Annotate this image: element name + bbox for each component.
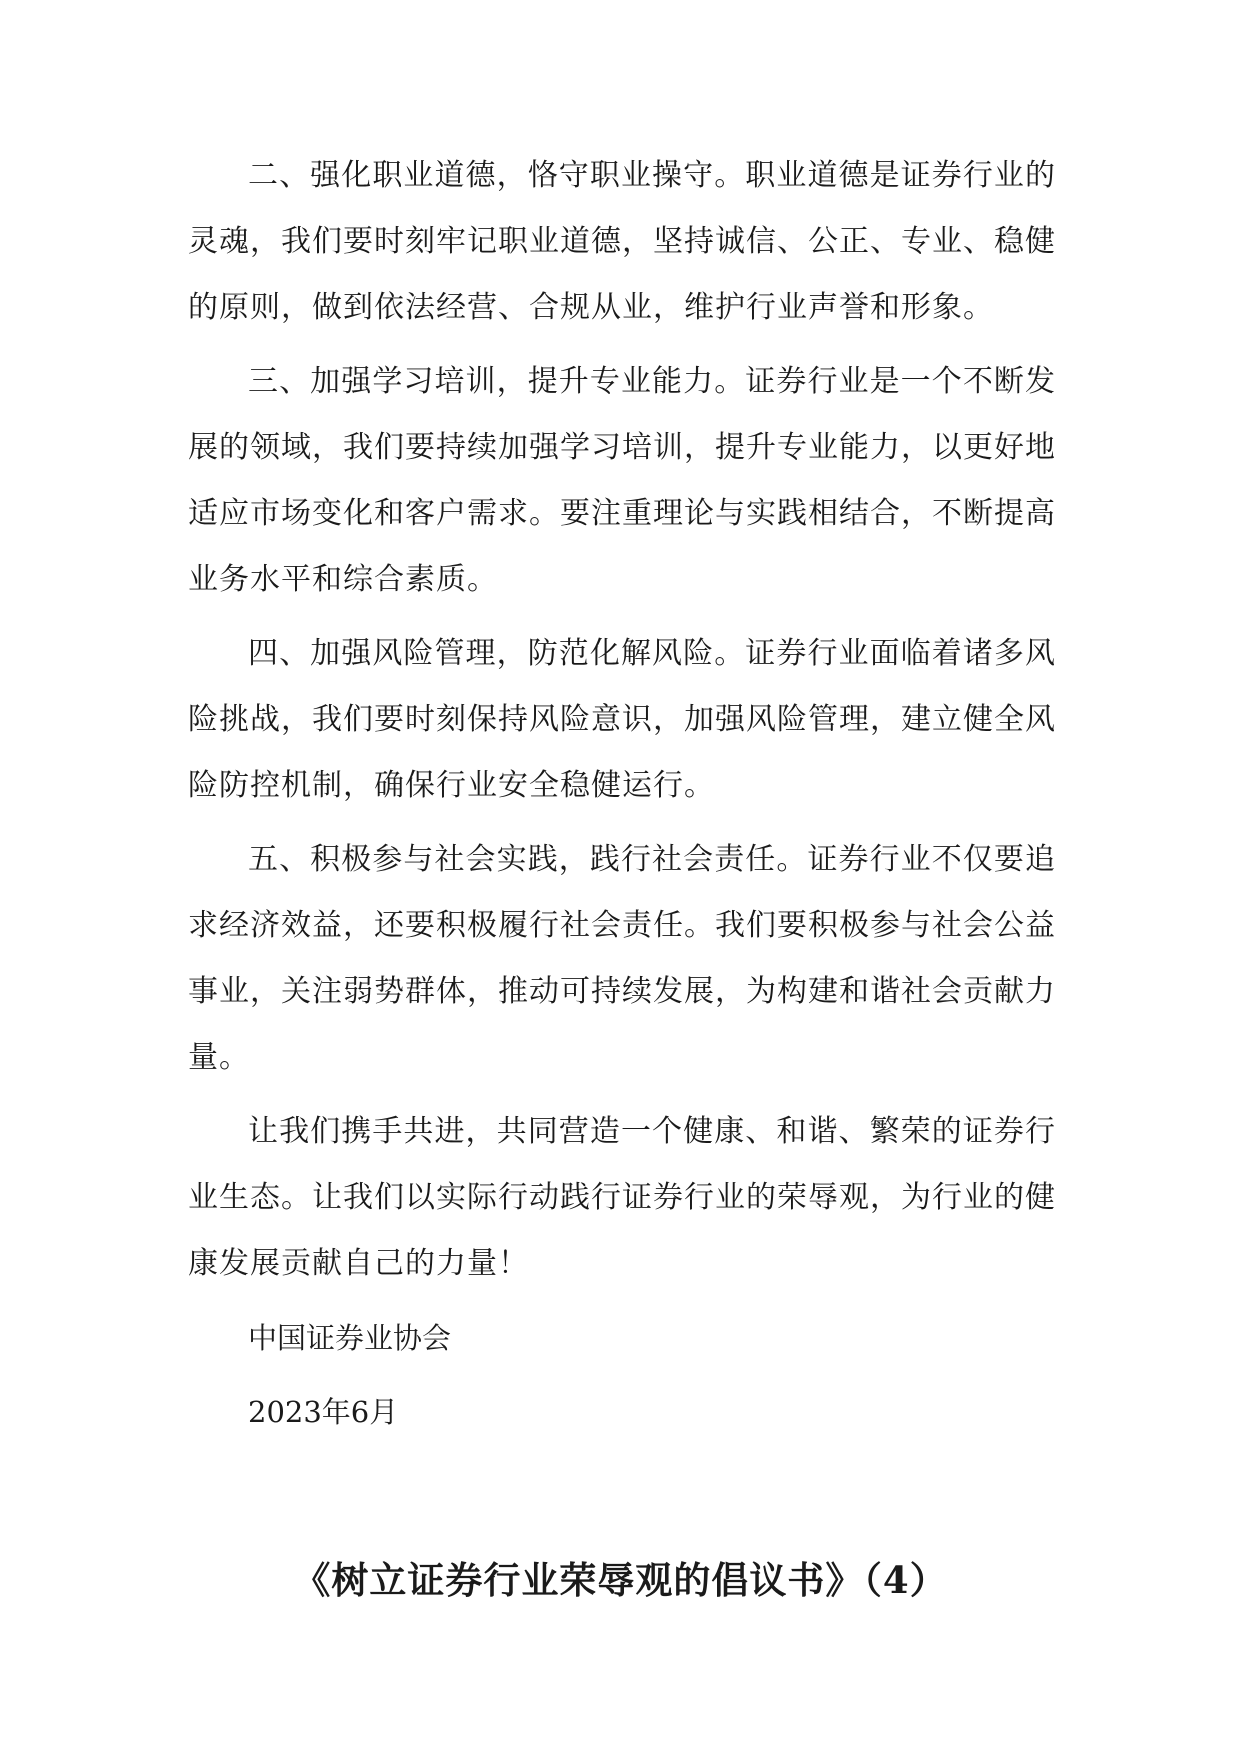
- paragraph-social-responsibility: 五、积极参与社会实践，践行社会责任。证券行业不仅要追求经济效益，还要积极履行社会责任。我们要积极参与社会公益事业，关注弱势群体，推动可持续发展，为构建和谐社会贡献力量。: [188, 842, 1056, 1075]
- paragraph-professional-ethics: 二、强化职业道德，恪守职业操守。职业道德是证券行业的灵魂，我们要时刻牢记职业道德，坚持诚信、公正、专业、稳健的原则，做到依法经营、合规从业，维护行业声誉和形象。: [188, 158, 1056, 325]
- signature-date: 2023年6月: [248, 1395, 399, 1429]
- section-title: 《树立证券行业荣辱观的倡议书》（4）: [293, 1558, 948, 1602]
- paragraph-risk-management: 四、加强风险管理，防范化解风险。证券行业面临着诸多风险挑战，我们要时刻保持风险意识，加强风险管理，建立健全风险防控机制，确保行业安全稳健运行。: [188, 636, 1056, 803]
- document-body: [188, 143, 1056, 1445]
- signature-organization: 中国证券业协会: [248, 1321, 452, 1355]
- paragraph-closing-call: 让我们携手共进，共同营造一个健康、和谐、繁荣的证券行业生态。让我们以实际行动践行证券行业的荣辱观，为行业的健康发展贡献自己的力量！: [188, 1114, 1056, 1281]
- paragraph-learning-training: 三、加强学习培训，提升专业能力。证券行业是一个不断发展的领域，我们要持续加强学习培训，提升专业能力，以更好地适应市场变化和客户需求。要注重理论与实践相结合，不断提高业务水平和综合素质。: [188, 364, 1056, 597]
